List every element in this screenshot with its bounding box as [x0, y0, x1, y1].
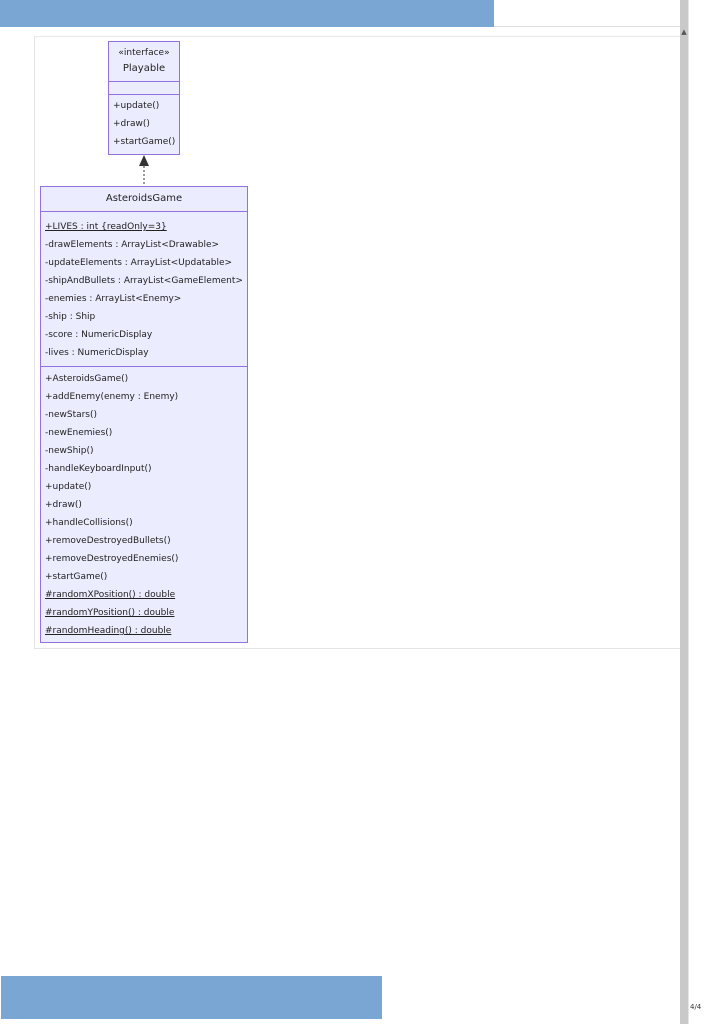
class-asteroids-game [40, 186, 248, 643]
class-method: -newEnemies() [45, 428, 113, 438]
class-method: +startGame() [45, 572, 108, 582]
class-attribute: -lives : NumericDisplay [45, 348, 149, 358]
footer-bar [1, 976, 382, 1019]
class-attribute: -shipAndBullets : ArrayList<GameElement> [45, 276, 243, 286]
class-method: +handleCollisions() [45, 518, 133, 528]
class-attribute: -updateElements : ArrayList<Updatable> [45, 258, 233, 268]
realization-arrowhead [139, 155, 149, 166]
interface-header [109, 42, 179, 82]
class-attribute: -drawElements : ArrayList<Drawable> [45, 240, 220, 250]
interface-method: +startGame() [113, 137, 176, 147]
realization-arrow [136, 154, 152, 188]
page-number: 4/4 [690, 1003, 702, 1011]
scrollbar-edge [688, 0, 689, 1024]
header-bar [0, 0, 494, 27]
interface-name: Playable [122, 63, 166, 74]
class-method: +removeDestroyedBullets() [45, 536, 171, 546]
class-method: +draw() [45, 500, 82, 510]
scroll-up-arrow-icon[interactable]: ▲ [681, 28, 687, 36]
class-method-static: #randomYPosition() : double [45, 608, 175, 618]
class-methods [41, 367, 247, 640]
class-attribute-static: +LIVES : int {readOnly=3} [45, 222, 167, 232]
class-method: +addEnemy(enemy : Enemy) [45, 392, 179, 402]
class-method: -newShip() [45, 446, 94, 456]
class-name: AsteroidsGame [41, 187, 247, 212]
class-method: +update() [45, 482, 92, 492]
class-attribute: -ship : Ship [45, 312, 96, 322]
interface-method: +update() [113, 101, 160, 111]
class-method: +AsteroidsGame() [45, 374, 129, 384]
class-attribute: -enemies : ArrayList<Enemy> [45, 294, 182, 304]
class-method-static: #randomHeading() : double [45, 626, 172, 636]
class-attribute: -score : NumericDisplay [45, 330, 153, 340]
interface-stereotype: «interface» [118, 48, 170, 58]
interface-methods [109, 95, 179, 151]
interface-playable [108, 41, 180, 155]
class-method: +removeDestroyedEnemies() [45, 554, 179, 564]
interface-method: +draw() [113, 119, 150, 129]
class-method: -newStars() [45, 410, 98, 420]
class-attributes [41, 212, 247, 367]
interface-attributes [109, 82, 179, 95]
vertical-scrollbar[interactable] [680, 0, 688, 1024]
class-method: -handleKeyboardInput() [45, 464, 152, 474]
class-method-static: #randomXPosition() : double [45, 590, 176, 600]
header-divider [494, 26, 680, 27]
